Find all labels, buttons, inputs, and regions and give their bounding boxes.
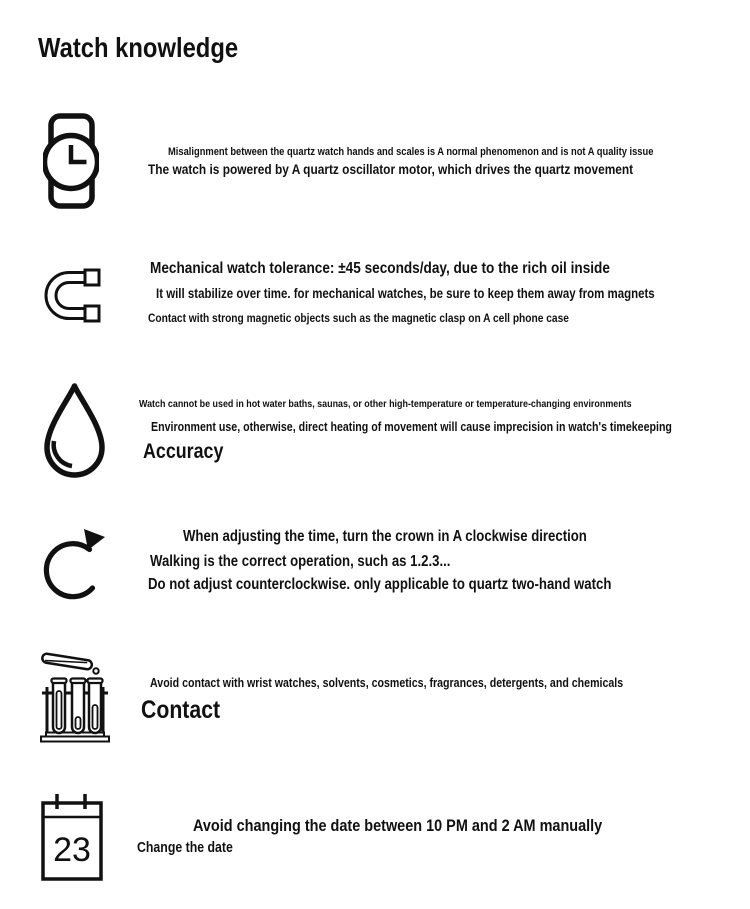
avoid-date-change-text: Avoid changing the date between 10 PM and 2 AM manually — [193, 816, 603, 835]
quartz-misalignment-note: Misalignment between the quartz watch hands and scales is A normal phenomenon and is not A quality issue — [168, 146, 654, 158]
avoid-chemicals-text: Avoid contact with wrist watches, solvents, cosmetics, fragrances, detergents, and chemicals — [150, 676, 624, 690]
magnet-icon — [42, 267, 105, 324]
calendar-day-number: 23 — [53, 831, 91, 869]
walking-operation-text: Walking is the correct operation, such as 1.2.3... — [150, 553, 451, 570]
magnet-contact-note: Contact with strong magnetic objects such as the magnetic clasp on A cell phone case — [148, 311, 569, 325]
clockwise-direction-text: When adjusting the time, turn the crown in A clockwise direction — [183, 528, 587, 545]
test-tubes-icon — [39, 649, 111, 743]
hot-water-note: Watch cannot be used in hot water baths, saunas, or other high-temperature or temperature-changing environments — [139, 398, 632, 410]
contact-label: Contact — [141, 696, 221, 724]
magnet-tolerance-text: Mechanical watch tolerance: ±45 seconds/day, due to the rich oil inside — [150, 260, 610, 277]
calendar-icon — [40, 792, 104, 883]
change-the-date-label: Change the date — [137, 840, 233, 856]
accuracy-label: Accuracy — [143, 440, 224, 463]
water-drop-icon — [42, 381, 107, 479]
page-title: Watch knowledge — [38, 32, 239, 63]
environment-use-text: Environment use, otherwise, direct heating of movement will cause imprecision in watch's timekeeping — [151, 420, 672, 434]
quartz-movement-text: The watch is powered by A quartz oscillator motor, which drives the quartz movement — [148, 161, 634, 177]
clockwise-arrow-icon — [42, 527, 108, 607]
magnet-stabilize-text: It will stabilize over time. for mechanical watches, be sure to keep them away from magnets — [156, 286, 655, 301]
counterclockwise-warning-text: Do not adjust counterclockwise. only applicable to quartz two-hand watch — [148, 576, 612, 593]
wristwatch-icon — [43, 112, 99, 210]
